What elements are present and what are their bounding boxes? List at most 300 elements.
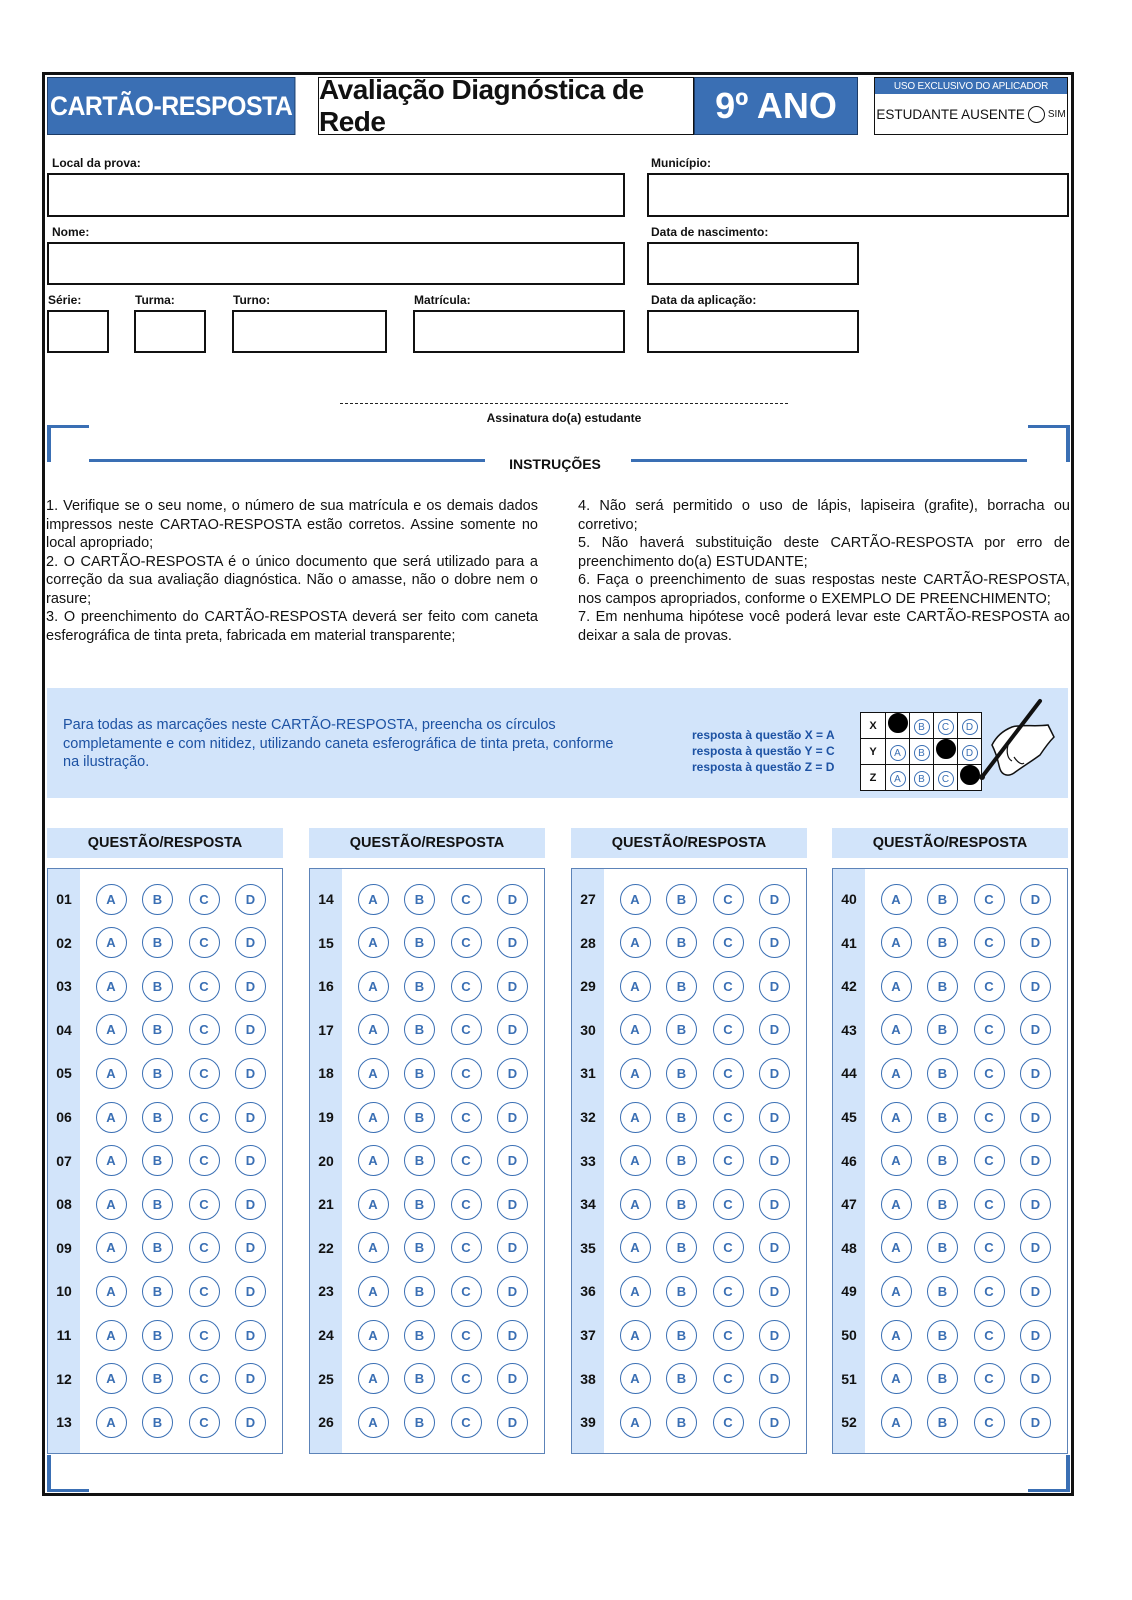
answer-bubble-b[interactable]: B: [666, 1058, 697, 1089]
answer-bubble-c[interactable]: C: [974, 1058, 1005, 1089]
nome-field[interactable]: [47, 242, 625, 285]
answer-bubble-c[interactable]: C: [451, 1189, 482, 1220]
answer-bubble-d[interactable]: D: [759, 1014, 790, 1045]
answer-bubble-d[interactable]: D: [497, 1145, 528, 1176]
answer-bubble-b[interactable]: B: [666, 1189, 697, 1220]
answer-bubble-d[interactable]: D: [235, 971, 266, 1002]
answer-bubble-d[interactable]: D: [1020, 1058, 1051, 1089]
answer-bubble-d[interactable]: D: [497, 1363, 528, 1394]
question-number: 22: [318, 1239, 334, 1256]
question-number: 25: [318, 1370, 334, 1387]
answer-bubble-c[interactable]: C: [713, 1276, 744, 1307]
answer-bubble-d[interactable]: D: [1020, 1407, 1051, 1438]
answer-bubble-d[interactable]: D: [759, 1363, 790, 1394]
answer-bubble-a[interactable]: A: [358, 1407, 389, 1438]
answer-bubble-c[interactable]: C: [189, 1320, 220, 1351]
answer-bubble-a[interactable]: A: [881, 1232, 912, 1263]
answer-bubble-d[interactable]: D: [759, 1276, 790, 1307]
answer-bubble-a[interactable]: A: [620, 1102, 651, 1133]
example-bubble: A: [890, 771, 906, 787]
answer-bubble-d[interactable]: D: [759, 1058, 790, 1089]
answer-bubble-a[interactable]: A: [358, 1102, 389, 1133]
example-row-label: Y: [861, 739, 886, 765]
question-row: [572, 1232, 790, 1264]
question-row: [310, 927, 528, 959]
answer-bubble-a[interactable]: A: [620, 1014, 651, 1045]
question-row: [833, 1406, 1051, 1438]
answer-bubble-b[interactable]: B: [142, 1363, 173, 1394]
absent-label: ESTUDANTE AUSENTE: [876, 106, 1025, 122]
instructions-rule-left: [89, 459, 485, 462]
answer-bubble-d[interactable]: D: [759, 1189, 790, 1220]
answer-bubble-d[interactable]: D: [235, 1189, 266, 1220]
turma-label: Turma:: [135, 293, 175, 307]
question-row: [572, 1014, 790, 1046]
answer-bubble-d[interactable]: D: [235, 1363, 266, 1394]
question-row: [310, 1319, 528, 1351]
answer-bubble-d[interactable]: D: [497, 1102, 528, 1133]
answer-bubble-d[interactable]: D: [235, 1320, 266, 1351]
answer-bubble-c[interactable]: C: [451, 1363, 482, 1394]
answer-bubble-d[interactable]: D: [759, 927, 790, 958]
answer-bubble-a[interactable]: A: [96, 884, 127, 915]
answer-bubble-d[interactable]: D: [497, 1407, 528, 1438]
question-number: 36: [580, 1283, 596, 1300]
answer-bubble-b[interactable]: B: [666, 971, 697, 1002]
answer-bubble-b[interactable]: B: [404, 971, 435, 1002]
legend-item: resposta à questão X = A: [692, 728, 835, 742]
question-row: [833, 1101, 1051, 1133]
question-row: [833, 1188, 1051, 1220]
answer-bubble-a[interactable]: A: [96, 1276, 127, 1307]
answer-bubble-a[interactable]: A: [358, 1189, 389, 1220]
answer-bubble-c[interactable]: C: [713, 1363, 744, 1394]
answer-bubble-a[interactable]: A: [358, 1014, 389, 1045]
answer-bubble-a[interactable]: A: [358, 1320, 389, 1351]
absent-radio[interactable]: [1028, 106, 1045, 123]
serie-field[interactable]: [47, 310, 109, 353]
answer-bubble-c[interactable]: C: [451, 927, 482, 958]
municipio-field[interactable]: [647, 173, 1069, 217]
answer-bubble-c[interactable]: C: [451, 884, 482, 915]
answer-bubble-d[interactable]: D: [235, 1232, 266, 1263]
question-row: [48, 970, 266, 1002]
question-row: [833, 1057, 1051, 1089]
answer-bubble-c[interactable]: C: [974, 884, 1005, 915]
answer-bubble-c[interactable]: C: [451, 1145, 482, 1176]
answer-bubble-d[interactable]: D: [235, 1014, 266, 1045]
question-number: 31: [580, 1065, 596, 1082]
answer-bubble-a[interactable]: A: [358, 1276, 389, 1307]
answer-bubble-d[interactable]: D: [759, 1232, 790, 1263]
question-row: [572, 1145, 790, 1177]
answer-bubble-b[interactable]: B: [927, 971, 958, 1002]
answer-bubble-d[interactable]: D: [1020, 1320, 1051, 1351]
answer-bubble-b[interactable]: B: [927, 1189, 958, 1220]
answer-bubble-b[interactable]: B: [666, 1102, 697, 1133]
answer-bubble-c[interactable]: C: [189, 884, 220, 915]
question-row: [310, 970, 528, 1002]
answer-bubble-a[interactable]: A: [620, 1058, 651, 1089]
answer-bubble-b[interactable]: B: [404, 1320, 435, 1351]
answer-bubble-a[interactable]: A: [358, 1058, 389, 1089]
answer-column-header: QUESTÃO/RESPOSTA: [47, 828, 283, 858]
data-aplicacao-field[interactable]: [647, 310, 859, 353]
answer-bubble-a[interactable]: A: [881, 1276, 912, 1307]
answer-bubble-a[interactable]: A: [358, 927, 389, 958]
answer-bubble-b[interactable]: B: [927, 1276, 958, 1307]
answer-bubble-a[interactable]: A: [881, 1363, 912, 1394]
answer-bubble-b[interactable]: B: [666, 1014, 697, 1045]
answer-bubble-d[interactable]: D: [1020, 1276, 1051, 1307]
question-row: [310, 1406, 528, 1438]
question-row: [310, 1188, 528, 1220]
answer-bubble-a[interactable]: A: [881, 1320, 912, 1351]
answer-bubble-a[interactable]: A: [96, 1102, 127, 1133]
answer-bubble-b[interactable]: B: [404, 1102, 435, 1133]
answer-bubble-c[interactable]: C: [713, 927, 744, 958]
answer-bubble-c[interactable]: C: [713, 1058, 744, 1089]
answer-bubble-c[interactable]: C: [713, 1232, 744, 1263]
answer-bubble-a[interactable]: A: [358, 971, 389, 1002]
answer-bubble-b[interactable]: B: [666, 884, 697, 915]
answer-bubble-c[interactable]: C: [713, 1145, 744, 1176]
answer-bubble-d[interactable]: D: [759, 1320, 790, 1351]
answer-bubble-a[interactable]: A: [96, 971, 127, 1002]
question-number: 05: [56, 1065, 72, 1082]
question-number: 17: [318, 1021, 334, 1038]
answer-column: [832, 868, 1068, 1454]
instruction-item: 3. O preenchimento do CARTÃO-RESPOSTA deverá ser feito com caneta esferográfica de tinta preta, fabricada em material transparente;: [46, 609, 538, 644]
answer-bubble-a[interactable]: A: [96, 1189, 127, 1220]
answer-bubble-b[interactable]: B: [142, 1014, 173, 1045]
answer-column: [47, 868, 283, 1454]
answer-bubble-b[interactable]: B: [666, 1145, 697, 1176]
answer-bubble-a[interactable]: A: [96, 1320, 127, 1351]
answer-bubble-b[interactable]: B: [927, 1102, 958, 1133]
answer-bubble-b[interactable]: B: [666, 1232, 697, 1263]
question-number: 40: [841, 891, 857, 907]
answer-bubble-a[interactable]: A: [881, 1014, 912, 1045]
answer-bubble-a[interactable]: A: [96, 1014, 127, 1045]
answer-bubble-a[interactable]: A: [358, 1232, 389, 1263]
answer-bubble-d[interactable]: D: [235, 1145, 266, 1176]
answer-bubble-b[interactable]: B: [142, 1058, 173, 1089]
answer-bubble-c[interactable]: C: [713, 1320, 744, 1351]
question-row: [48, 1406, 266, 1438]
answer-bubble-b[interactable]: B: [927, 1058, 958, 1089]
answer-bubble-d[interactable]: D: [759, 1407, 790, 1438]
answer-bubble-b[interactable]: B: [142, 1232, 173, 1263]
answer-bubble-b[interactable]: B: [404, 1407, 435, 1438]
answer-bubble-d[interactable]: D: [497, 927, 528, 958]
local-prova-field[interactable]: [47, 173, 625, 217]
serie-label: Série:: [48, 293, 82, 307]
question-row: [310, 1057, 528, 1089]
answer-bubble-c[interactable]: C: [713, 884, 744, 915]
answer-bubble-b[interactable]: B: [142, 1320, 173, 1351]
answer-bubble-d[interactable]: D: [235, 1276, 266, 1307]
question-number: 50: [841, 1327, 857, 1343]
answer-bubble-b[interactable]: B: [404, 927, 435, 958]
answer-bubble-b[interactable]: B: [927, 1407, 958, 1438]
example-bubble: D: [962, 745, 978, 761]
answer-bubble-a[interactable]: A: [881, 1058, 912, 1089]
question-row: [572, 927, 790, 959]
answer-bubble-c[interactable]: C: [713, 1014, 744, 1045]
answer-bubble-c[interactable]: C: [451, 1102, 482, 1133]
answer-bubble-c[interactable]: C: [189, 1407, 220, 1438]
question-number: 24: [318, 1327, 334, 1343]
answer-bubble-c[interactable]: C: [451, 1058, 482, 1089]
answer-bubble-c[interactable]: C: [974, 1363, 1005, 1394]
answer-bubble-d[interactable]: D: [235, 927, 266, 958]
answer-bubble-d[interactable]: D: [759, 1145, 790, 1176]
question-row: [572, 1406, 790, 1438]
question-row: [833, 1014, 1051, 1046]
answer-bubble-a[interactable]: A: [96, 1407, 127, 1438]
question-row: [310, 1275, 528, 1307]
question-number: 08: [56, 1196, 72, 1213]
answer-bubble-b[interactable]: B: [666, 1407, 697, 1438]
exam-name: Avaliação Diagnóstica de Rede: [318, 77, 694, 135]
question-row: [833, 927, 1051, 959]
instruction-item: 2. O CARTÃO-RESPOSTA é o único documento que será utilizado para a correção da sua avaliação diagnóstica. Não o amasse, não o dobre nem o rasure;: [46, 553, 538, 607]
question-row: [48, 1145, 266, 1177]
answer-bubble-c[interactable]: C: [189, 1189, 220, 1220]
question-number: 46: [841, 1152, 857, 1169]
answer-bubble-b[interactable]: B: [404, 1189, 435, 1220]
answer-bubble-b[interactable]: B: [927, 1320, 958, 1351]
question-row: [310, 1014, 528, 1046]
answer-bubble-c[interactable]: C: [713, 1407, 744, 1438]
answer-bubble-c[interactable]: C: [974, 1407, 1005, 1438]
answer-bubble-d[interactable]: D: [1020, 1014, 1051, 1045]
answer-column: [571, 868, 807, 1454]
answer-bubble-b[interactable]: B: [404, 884, 435, 915]
signature-line[interactable]: [340, 403, 788, 404]
answer-bubble-d[interactable]: D: [497, 1276, 528, 1307]
answer-bubble-a[interactable]: A: [96, 1232, 127, 1263]
question-number: 51: [841, 1370, 857, 1387]
answer-bubble-c[interactable]: C: [451, 1407, 482, 1438]
instruction-item: 1. Verifique se o seu nome, o número de sua matrícula e os demais dados impressos neste CARTAO-RESPOSTA estão corretos. Assine somente no local apropriado;: [46, 498, 538, 551]
answer-bubble-d[interactable]: D: [1020, 1363, 1051, 1394]
answer-bubble-c[interactable]: C: [451, 1276, 482, 1307]
answer-bubble-a[interactable]: A: [881, 1145, 912, 1176]
grade-badge: [694, 77, 858, 135]
question-row: [833, 1275, 1051, 1307]
answer-bubble-c[interactable]: C: [713, 1189, 744, 1220]
question-row: [310, 1145, 528, 1177]
answer-bubble-b[interactable]: B: [404, 1363, 435, 1394]
answer-bubble-d[interactable]: D: [1020, 884, 1051, 915]
matricula-field[interactable]: [413, 310, 625, 353]
answer-bubble-c[interactable]: C: [974, 1320, 1005, 1351]
question-number: 06: [56, 1109, 72, 1125]
answer-bubble-c[interactable]: C: [451, 1320, 482, 1351]
answer-bubble-d[interactable]: D: [235, 1102, 266, 1133]
answer-bubble-b[interactable]: B: [927, 1145, 958, 1176]
question-number: 33: [580, 1152, 596, 1169]
answer-bubble-c[interactable]: C: [451, 1014, 482, 1045]
question-row: [572, 883, 790, 915]
answer-bubble-c[interactable]: C: [451, 971, 482, 1002]
answer-bubble-a[interactable]: A: [620, 1407, 651, 1438]
answer-bubble-c[interactable]: C: [974, 1189, 1005, 1220]
answer-bubble-c[interactable]: C: [189, 927, 220, 958]
question-number: 07: [56, 1152, 72, 1169]
answer-bubble-d[interactable]: D: [235, 1058, 266, 1089]
answer-bubble-c[interactable]: C: [189, 1102, 220, 1133]
answer-bubble-a[interactable]: A: [881, 971, 912, 1002]
question-number: 26: [318, 1414, 334, 1431]
answer-bubble-c[interactable]: C: [189, 971, 220, 1002]
municipio-label: Município:: [651, 156, 711, 170]
answer-bubble-b[interactable]: B: [666, 1320, 697, 1351]
answer-bubble-d[interactable]: D: [1020, 971, 1051, 1002]
question-number: 37: [580, 1327, 596, 1343]
answer-bubble-d[interactable]: D: [1020, 1102, 1051, 1133]
question-number: 38: [580, 1370, 596, 1387]
data-aplicacao-label: Data da aplicação:: [651, 293, 757, 307]
answer-bubble-d[interactable]: D: [1020, 1145, 1051, 1176]
answer-bubble-d[interactable]: D: [497, 1320, 528, 1351]
answer-bubble-c[interactable]: C: [451, 1232, 482, 1263]
answer-bubble-a[interactable]: A: [881, 1189, 912, 1220]
answer-bubble-d[interactable]: D: [497, 1232, 528, 1263]
answer-bubble-a[interactable]: A: [96, 1145, 127, 1176]
answer-bubble-c[interactable]: C: [713, 971, 744, 1002]
answer-bubble-b[interactable]: B: [404, 1276, 435, 1307]
card-title-text: CARTÃO-RESPOSTA: [49, 90, 293, 121]
answer-bubble-a[interactable]: A: [96, 927, 127, 958]
answer-bubble-b[interactable]: B: [142, 1276, 173, 1307]
answer-bubble-d[interactable]: D: [497, 1014, 528, 1045]
answer-bubble-a[interactable]: A: [881, 1102, 912, 1133]
answer-bubble-a[interactable]: A: [620, 884, 651, 915]
data-nascimento-label: Data de nascimento:: [651, 225, 769, 239]
question-number: 04: [56, 1021, 72, 1038]
answer-bubble-a[interactable]: A: [881, 927, 912, 958]
answer-bubble-b[interactable]: B: [404, 1058, 435, 1089]
answer-bubble-b[interactable]: B: [666, 927, 697, 958]
answer-bubble-b[interactable]: B: [142, 1145, 173, 1176]
turma-field[interactable]: [134, 310, 206, 353]
answer-bubble-d[interactable]: D: [497, 884, 528, 915]
answer-bubble-c[interactable]: C: [189, 1363, 220, 1394]
answer-bubble-d[interactable]: D: [759, 971, 790, 1002]
answer-bubble-d[interactable]: D: [1020, 1189, 1051, 1220]
answer-bubble-b[interactable]: B: [927, 927, 958, 958]
answer-bubble-b[interactable]: B: [142, 1189, 173, 1220]
answer-bubble-a[interactable]: A: [620, 971, 651, 1002]
answer-bubble-a[interactable]: A: [620, 1189, 651, 1220]
answer-bubble-a[interactable]: A: [96, 1058, 127, 1089]
answer-bubble-d[interactable]: D: [235, 1407, 266, 1438]
answer-bubble-a[interactable]: A: [881, 884, 912, 915]
answer-bubble-b[interactable]: B: [142, 1102, 173, 1133]
answer-bubble-c[interactable]: C: [974, 1276, 1005, 1307]
answer-bubble-b[interactable]: B: [142, 927, 173, 958]
answer-bubble-d[interactable]: D: [759, 1102, 790, 1133]
answer-bubble-a[interactable]: A: [620, 927, 651, 958]
answer-column-header: QUESTÃO/RESPOSTA: [571, 828, 807, 858]
answer-bubble-c[interactable]: C: [974, 1145, 1005, 1176]
answer-bubble-b[interactable]: B: [927, 1363, 958, 1394]
answer-bubble-c[interactable]: C: [974, 1014, 1005, 1045]
answer-bubble-c[interactable]: C: [974, 927, 1005, 958]
answer-bubble-a[interactable]: A: [358, 1145, 389, 1176]
nome-label: Nome:: [52, 225, 90, 239]
question-number: 21: [318, 1196, 334, 1213]
answer-bubble-d[interactable]: D: [1020, 1232, 1051, 1263]
question-number: 14: [318, 891, 334, 907]
question-row: [572, 1275, 790, 1307]
answer-bubble-b[interactable]: B: [927, 1014, 958, 1045]
answer-bubble-b[interactable]: B: [404, 1145, 435, 1176]
answer-bubble-a[interactable]: A: [358, 884, 389, 915]
turno-label: Turno:: [233, 293, 271, 307]
answer-bubble-b[interactable]: B: [142, 1407, 173, 1438]
question-number: 42: [841, 978, 857, 995]
answer-bubble-a[interactable]: A: [881, 1407, 912, 1438]
question-row: [48, 1363, 266, 1395]
local-prova-label: Local da prova:: [52, 156, 141, 170]
answer-bubble-c[interactable]: C: [189, 1014, 220, 1045]
answer-bubble-c[interactable]: C: [189, 1276, 220, 1307]
instruction-item: 6. Faça o preenchimento de suas respostas neste CARTÃO-RESPOSTA, nos campos apropriados, conforme o EXEMPLO DE PREENCHIMENTO;: [578, 572, 1070, 607]
answer-bubble-d[interactable]: D: [497, 1189, 528, 1220]
answer-bubble-a[interactable]: A: [620, 1276, 651, 1307]
answer-bubble-d[interactable]: D: [235, 884, 266, 915]
data-nascimento-field[interactable]: [647, 242, 859, 285]
answer-bubble-c[interactable]: C: [189, 1145, 220, 1176]
answer-bubble-c[interactable]: C: [974, 1102, 1005, 1133]
answer-bubble-b[interactable]: B: [404, 1014, 435, 1045]
answer-bubble-b[interactable]: B: [142, 884, 173, 915]
answer-bubble-c[interactable]: C: [713, 1102, 744, 1133]
answer-bubble-c[interactable]: C: [974, 971, 1005, 1002]
answer-bubble-c[interactable]: C: [189, 1058, 220, 1089]
answer-bubble-c[interactable]: C: [974, 1232, 1005, 1263]
answer-bubble-a[interactable]: A: [620, 1320, 651, 1351]
answer-bubble-d[interactable]: D: [759, 884, 790, 915]
answer-bubble-b[interactable]: B: [404, 1232, 435, 1263]
answer-bubble-a[interactable]: A: [358, 1363, 389, 1394]
instructions-column-right: [578, 497, 1070, 645]
answer-bubble-d[interactable]: D: [497, 971, 528, 1002]
question-number: 35: [580, 1239, 596, 1256]
answer-bubble-a[interactable]: A: [96, 1363, 127, 1394]
answer-bubble-a[interactable]: A: [620, 1232, 651, 1263]
answer-bubble-b[interactable]: B: [927, 884, 958, 915]
answer-bubble-d[interactable]: D: [497, 1058, 528, 1089]
answer-bubble-b[interactable]: B: [927, 1232, 958, 1263]
answer-bubble-a[interactable]: A: [620, 1145, 651, 1176]
answer-bubble-a[interactable]: A: [620, 1363, 651, 1394]
turno-field[interactable]: [232, 310, 387, 353]
question-number: 13: [56, 1414, 72, 1431]
answer-bubble-b[interactable]: B: [666, 1363, 697, 1394]
answer-bubble-c[interactable]: C: [189, 1232, 220, 1263]
question-row: [572, 970, 790, 1002]
grade-text: 9º ANO: [715, 85, 837, 126]
question-number: 11: [56, 1327, 72, 1343]
answer-bubble-d[interactable]: D: [1020, 927, 1051, 958]
answer-bubble-b[interactable]: B: [142, 971, 173, 1002]
answer-bubble-b[interactable]: B: [666, 1276, 697, 1307]
